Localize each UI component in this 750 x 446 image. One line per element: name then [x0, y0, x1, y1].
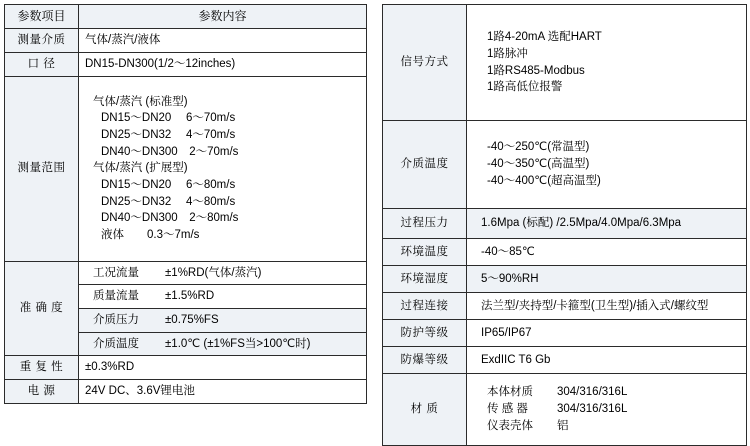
- table-row-medium-temp: [383, 121, 747, 209]
- accuracy-item-value: ±0.75%FS: [165, 314, 219, 327]
- material-item-value: 304/316/316L: [557, 386, 628, 399]
- row-value-power: 24V DC、3.6V锂电池: [79, 380, 367, 404]
- range-line: DN40～DN300 2～80m/s: [101, 212, 239, 225]
- row-label-range: 测量范围: [5, 76, 79, 261]
- row-value-process-connection: 法兰型/夹持型/卡箍型(卫生型)/插入式/螺纹型: [467, 293, 747, 320]
- material-item-name: 仪表壳体: [487, 419, 533, 432]
- accuracy-item-name: 介质温度: [93, 337, 139, 350]
- row-value-medium-temp: [467, 121, 747, 209]
- row-label-accuracy: 准 确 度: [5, 261, 79, 356]
- header-cell-item: 参数项目: [5, 5, 79, 29]
- table-row-range: [5, 76, 367, 261]
- accuracy-item-value: ±1.0℃ (±1%FS当>100℃时): [165, 337, 311, 350]
- range-line: DN25～DN32 4～70m/s: [101, 129, 236, 142]
- material-item: [487, 401, 740, 418]
- table-row: [5, 356, 367, 380]
- material-item: [487, 418, 740, 435]
- row-value-protection-grade: IP65/IP67: [467, 320, 747, 347]
- table-row: [383, 347, 747, 374]
- range-line: 气体/蒸汽 (扩展型): [93, 162, 188, 175]
- row-value-medium: 气体/蒸汽/液体: [79, 29, 367, 53]
- row-label-signal: 信号方式: [383, 5, 467, 121]
- signal-line: 1路RS485-Modbus: [487, 64, 585, 77]
- row-label-material: 材 质: [383, 374, 467, 446]
- table-row: [5, 29, 367, 53]
- medium-temp-line: -40～250℃(常温型): [487, 141, 590, 154]
- left-parameter-table: [4, 4, 367, 404]
- range-line: DN15～DN20 6～80m/s: [101, 179, 236, 192]
- row-value-accuracy-medium-pressure: [79, 309, 367, 333]
- table-row-accuracy: [5, 261, 367, 285]
- row-label-medium: 测量介质: [5, 29, 79, 53]
- row-value-material: [467, 374, 747, 446]
- row-value-diameter: DN15-DN300(1/2～12inches): [79, 53, 367, 77]
- row-label-process-connection: 过程连接: [383, 293, 467, 320]
- medium-temp-line: -40～400℃(超高温型): [487, 174, 601, 187]
- row-value-ambient-temp: -40～85℃: [467, 239, 747, 266]
- table-row: [383, 266, 747, 293]
- row-value-accuracy-working-flow: [79, 261, 367, 285]
- material-item-name: 传 感 器: [487, 403, 528, 416]
- range-line: 液体 0.3～7m/s: [101, 229, 200, 242]
- table-row: [383, 320, 747, 347]
- row-value-repeatability: ±0.3%RD: [79, 356, 367, 380]
- row-label-repeatability: 重 复 性: [5, 356, 79, 380]
- accuracy-item-value: ±1.5%RD: [165, 290, 215, 303]
- row-label-ambient-temp: 环境温度: [383, 239, 467, 266]
- accuracy-item-name: 质量流量: [93, 290, 139, 303]
- row-value-explosion-grade: ExdIIC T6 Gb: [467, 347, 747, 374]
- signal-line: 1路脉冲: [487, 47, 528, 60]
- table-row: [5, 380, 367, 404]
- table-row: [383, 293, 747, 320]
- range-line: DN40～DN300 2～70m/s: [101, 145, 239, 158]
- accuracy-item-name: 工况流量: [93, 266, 139, 279]
- table-row-material: [383, 374, 747, 446]
- row-value-process-pressure: 1.6Mpa (标配) /2.5Mpa/4.0Mpa/6.3Mpa: [467, 209, 747, 239]
- row-label-protection-grade: 防护等级: [383, 320, 467, 347]
- row-label-explosion-grade: 防爆等级: [383, 347, 467, 374]
- range-line: DN15～DN20 6～70m/s: [101, 112, 236, 125]
- signal-line: 1路高低位报警: [487, 81, 563, 94]
- row-label-ambient-humidity: 环境湿度: [383, 266, 467, 293]
- row-label-process-pressure: 过程压力: [383, 209, 467, 239]
- header-cell-content: 参数内容: [79, 5, 367, 29]
- row-value-ambient-humidity: 5～90%RH: [467, 266, 747, 293]
- table-row: [5, 53, 367, 77]
- signal-line: 1路4-20mA 选配HART: [487, 31, 602, 44]
- table-row: [383, 239, 747, 266]
- row-value-signal: [467, 5, 747, 121]
- table-row: [383, 209, 747, 239]
- row-label-diameter: 口 径: [5, 53, 79, 77]
- row-value-accuracy-mass-flow: [79, 285, 367, 309]
- right-parameter-table: [382, 4, 747, 446]
- material-item-name: 本体材质: [487, 386, 533, 399]
- row-label-power: 电 源: [5, 380, 79, 404]
- material-item-value: 304/316/316L: [557, 403, 628, 416]
- table-row-signal: [383, 5, 747, 121]
- accuracy-item-value: ±1%RD(气体/蒸汽): [165, 266, 262, 279]
- table-row-header: [5, 5, 367, 29]
- row-value-range: [79, 76, 367, 261]
- medium-temp-line: -40～350℃(高温型): [487, 158, 590, 171]
- range-line: DN25～DN32 4～80m/s: [101, 195, 236, 208]
- range-line: 气体/蒸汽 (标准型): [93, 95, 188, 108]
- row-label-medium-temp: 介质温度: [383, 121, 467, 209]
- accuracy-item-name: 介质压力: [93, 314, 139, 327]
- row-value-accuracy-medium-temp: [79, 332, 367, 356]
- material-item: [487, 384, 740, 401]
- material-item-value: 铝: [557, 419, 569, 432]
